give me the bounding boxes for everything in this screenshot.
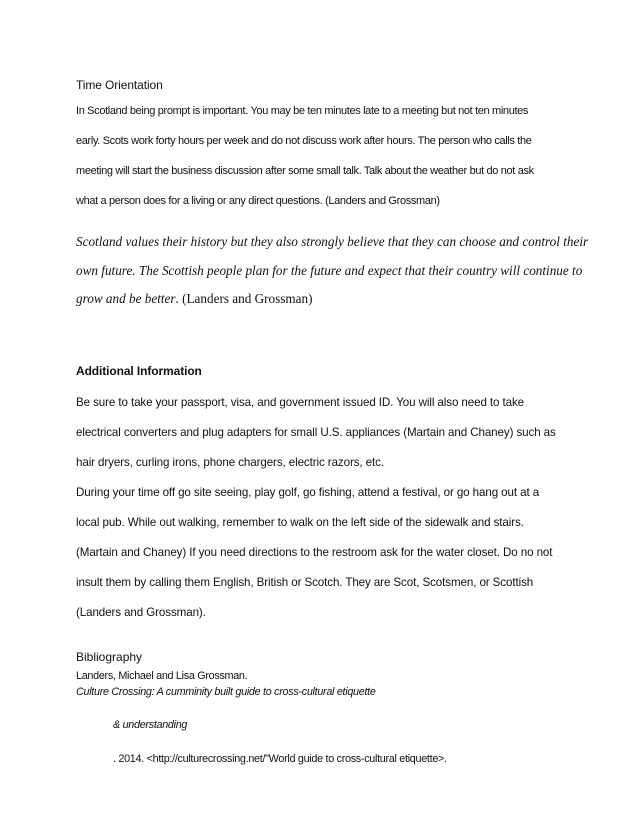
paragraph-line: (Landers and Grossman).: [76, 606, 206, 619]
paragraph-line: (Martain and Chaney) If you need directions to the restroom ask for the water closet. Do no not: [76, 546, 553, 559]
bibliography-source: . 2014. <http://culturecrossing.net/"World guide to cross-cultural etiquette>.: [113, 753, 447, 765]
bibliography-line: [76, 668, 447, 700]
additional-information-paragraph: [76, 388, 576, 628]
bibliography-line: [76, 708, 447, 776]
paragraph-line: electrical converters and plug adapters for small U.S. appliances (Martain and Chaney) such as: [76, 426, 556, 439]
bibliography-authors: Landers, Michael and Lisa Grossman.: [76, 670, 248, 682]
quote-paragraph: [76, 228, 589, 314]
bibliography-heading: Bibliography: [76, 650, 143, 664]
paragraph-line: Be sure to take your passport, visa, and government issued ID. You will also need to take: [76, 396, 525, 409]
additional-information-heading: Additional Information: [76, 364, 202, 378]
bibliography-title: Culture Crossing: A cumminity built guide to cross-cultural etiquette: [76, 686, 376, 698]
time-orientation-heading: Time Orientation: [76, 78, 163, 92]
time-orientation-paragraph: [76, 96, 576, 216]
paragraph-line: During your time off go site seeing, play golf, go fishing, attend a festival, or go hang out at a: [76, 486, 540, 499]
paragraph-line: insult them by calling them English, British or Scotch. They are Scot, Scotsmen, or Scottish: [76, 576, 534, 589]
quote-citation: . (Landers and Grossman): [175, 291, 313, 306]
bibliography-entry: [76, 668, 447, 776]
quote-line: Scotland values their history but they also strongly believe that they can choose and control their: [76, 234, 589, 249]
paragraph-line: hair dryers, curling irons, phone chargers, electric razors, etc.: [76, 456, 384, 469]
bibliography-title-cont: & understanding: [113, 719, 188, 731]
paragraph-line: early. Scots work forty hours per week and do not discuss work after hours. The person who calls the: [76, 135, 532, 147]
quote-italic-text: grow and be better: [76, 291, 176, 306]
paragraph-line: what a person does for a living or any direct questions. (Landers and Grossman): [76, 195, 440, 207]
quote-line: [76, 285, 576, 314]
paragraph-line: local pub. While out walking, remember to walk on the left side of the sidewalk and stairs.: [76, 516, 524, 529]
paragraph-line: In Scotland being prompt is important. You may be ten minutes late to a meeting but not ten minutes: [76, 105, 529, 117]
quote-line: own future. The Scottish people plan for the future and expect that their country will continue to: [76, 262, 583, 278]
paragraph-line: meeting will start the business discussion after some small talk. Talk about the weather but do not ask: [76, 165, 534, 177]
